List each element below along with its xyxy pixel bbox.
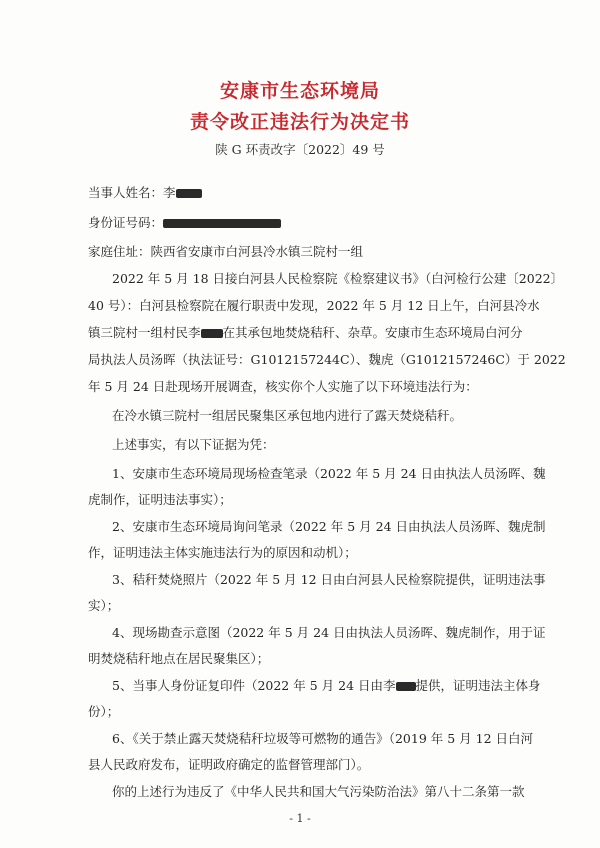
party-name-row: [88, 185, 202, 201]
redaction-mark: [163, 219, 281, 228]
body-text: 镇三院村一组村民李: [88, 325, 201, 340]
evidence-line: 实）；: [88, 598, 120, 613]
redaction-mark: [396, 682, 416, 691]
evidence-line: 6、《关于禁止露天焚烧秸秆垃圾等可燃物的通告》（2019 年 5 月 12 日白河: [112, 731, 533, 746]
party-id-row: [88, 215, 281, 231]
party-name-value: 李: [163, 185, 176, 200]
body-line: 局执法人员汤晖（执法证号：G1012157244C）、魏虎（G1012157246C）于 2022: [88, 352, 566, 367]
redaction-mark: [201, 329, 223, 338]
page-number: - 1 -: [289, 812, 311, 825]
party-address-label: 家庭住址：: [88, 244, 151, 259]
body-text: 5、当事人身份证复印件（2022 年 5 月 24 日由李: [112, 678, 396, 693]
party-address-row: [88, 244, 363, 260]
evidence-line: 4、现场勘查示意图（2022 年 5 月 24 日由执法人员汤晖、魏虎制作，用于证: [112, 625, 546, 640]
agency-title: 安康市生态环境局: [219, 80, 380, 102]
evidence-line: 县人民政府发布，证明政府确定的监督管理部门）。: [88, 757, 370, 772]
party-address-value: 陕西省安康市白河县冷水镇三院村一组: [150, 244, 364, 259]
evidence-line: 2、安康市生态环境局询问笔录（2022 年 5 月 24 日由执法人员汤晖、魏虎制: [112, 519, 546, 534]
evidence-line: [112, 678, 541, 694]
evidence-line: 明焚烧秸秆地点在居民聚集区）；: [88, 651, 270, 666]
redaction-mark: [176, 189, 202, 198]
body-line: [88, 325, 523, 341]
evidence-line: 1、安康市生态环境局现场检查笔录（2022 年 5 月 24 日由执法人员汤晖、魏: [112, 466, 546, 481]
party-id-label: 身份证号码：: [88, 215, 164, 230]
body-line: 年 5 月 24 日赴现场开展调查，核实你个人实施了以下环境违法行为：: [88, 379, 478, 394]
evidence-line: 虎制作，证明违法事实）；: [88, 492, 232, 507]
document-number: 陕 G 环责改字〔2022〕49 号: [215, 142, 385, 157]
body-text: 提供，证明违法主体身: [415, 678, 541, 693]
body-line: 上述事实，有以下证据为凭：: [112, 437, 275, 452]
body-line: 2022 年 5 月 18 日接白河县人民检察院《检察建议书》（白河检行公建〔2022〕: [112, 271, 564, 286]
body-line: 你的上述行为违反了《中华人民共和国大气污染防治法》第八十二条第一款: [112, 784, 525, 799]
party-name-label: 当事人姓名：: [88, 185, 164, 200]
body-line: 在冷水镇三院村一组居民聚集区承包地内进行了露天焚烧秸秆。: [112, 408, 463, 423]
document-title: 责令改正违法行为决定书: [189, 111, 410, 133]
evidence-line: 作，证明违法主体实施违法行为的原因和动机）；: [88, 545, 357, 560]
evidence-line: 份）；: [88, 704, 120, 719]
body-line: 40 号）：白河县检察院在履行职责中发现，2022 年 5 月 12 日上午，白河县冷水: [88, 298, 540, 313]
body-text: 在其承包地焚烧秸秆、杂草。安康市生态环境局白河分: [222, 325, 523, 340]
evidence-line: 3、秸秆焚烧照片（2022 年 5 月 12 日由白河县人民检察院提供，证明违法事: [112, 572, 546, 587]
